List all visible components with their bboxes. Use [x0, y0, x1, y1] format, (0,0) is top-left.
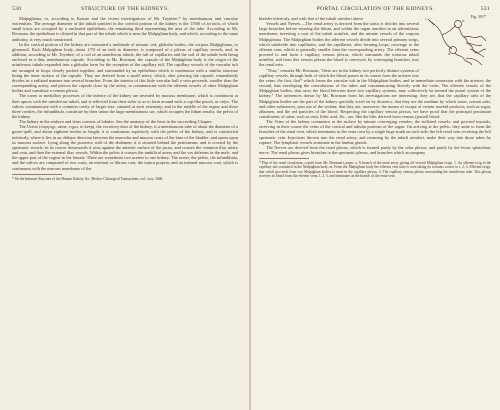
paragraph: "Thus," remarks Mr. Bowman, "there are in the kidney two perfectly distinct systems of capillary vessels, through both of which the blood passes in its course from the arteries into the veins: the first, that* which forms the vascular tuft in the Malpighian bodies, and in immediate connexion with the arteries; the second, that enveloping the convolutions of the tubes and communicating directly with the veins. The efferent vessels of the Malpighian bodies, that carry the blood between these two capillary systems, may collectively be termed the portal system of the kidney." The inferences drawn by Mr. Bowman from his investigations are interesting: they are, that the capillary tufts of the Malpighian bodies are the part of the kidney specially acted on by diuretics; that they are the medium by which water, certain salts, and other substances, pass out of the system; that they are, moreover, the means of escape of certain morbid products, such as sugar, albumen, and the red particles of the blood. Respecting the capillary venous plexus, we have proof that the principal proximate constituents of urine, such as urea, lithic acid, &c., are, like the bile, derived from venous (portal) blood. — [259, 67, 491, 119]
footnote-rule — [12, 174, 62, 175]
running-head: PORTAL CIRCULATION OF THE KIDNEYS. — [316, 6, 435, 12]
paragraph: The Ureter (ουρητηρ, urine, τηρω, to keep), the excretory duct of the kidney, is a membranous tube of about the diameter of a goose-quill, and about eighteen inches in length; it is continuous superiorly with the pelvis of the kidney, and is constricted inferiorly, where it lies in an oblique direction between the muscular and mucous coats of the base of the bladder, and opens upon its mucous surface. Lying along the posterior wall of the abdomen, it is situated behind the peritoneum, and is crossed by the spermatic vessels; in its course downwards it rests against the anterior surface of the psoas, and crosses the common iliac artery and vein, and then the external iliac vessels. Within the pelvis it crosses the umbilical artery and the vas deferens in the male, and the upper part of the vagina in the female. There are sometimes two ureters to one kidney. The ureter, the pelvis, the infundibula, and the calices are composed of two coats, an external or fibrous coat, the tunica propria; and an internal mucous coat, which is continuous with the mucous membrane of the — [12, 124, 238, 171]
figure-mark: a — [425, 17, 427, 21]
paragraph: In the cortical portion of the kidney are contained a multitude of minute, red, globular bodies, the corpora Malpighiana, or glomeruli. Each Malpighian body, about 1/70 of an inch in diameter, is composed of a plexus of capillary vessels, and, in addition, according to Mr. Toynbee, of a coil of an uriniferous tubule, the tuft of capillaries and the coil of the tubule both being enclosed in a thin, membranous capsule. According to Mr. Bowman, the capsule of the Malpighian body is the origin of the uriniferous tubule expanded into a globular form for the reception of the capillary tuft. The capillary vessels of the vascular tuft are arranged in loops closely packed together, and surrounded by an epithelium which is continuous with a similar structure lining the inner surface of the capsule. They are derived from a small artery, which, after piercing the capsule, immediately divides in a radiated manner into several branches. From the interior of this little vascular ball a vein proceeds, smaller than the corresponding artery, and pierces the capsule close by the artery, to communicate with the efferent vessels of other Malpighian bodies and constitute a venous plexus. — [12, 41, 238, 94]
footnote: * Plan of the renal circulation; copied from Mr. Bowman's paper. a. A branch of the renal artery giving off several Malpighian twigs. 1. An afferent twig to the capillary tuft contained in the Malpighian body, m. From the Malpighian body the efferent vein tube is seen taking its tortuous course to t. 2, 3. Efferent twigs, that which proceeds from two Malpighian bodies to meet in the capillary plexus. 4. The capillary venous plexus surrounding the uriniferous tube. This plexus receives its blood from the efferent veins 1, 2, 3, and terminates in the branch of the renal vein. — [259, 161, 491, 178]
footnote: * On the Intimate Structure of the Human Kidney, &c. Medico-Chirurgical Transactions, vol. xxix, 1846. — [12, 176, 164, 181]
paragraph: Malpighiana, or, according to Krause and the recent investigations of Mr. Toynbee,* by membranous and vascular extremities. The average diameter of the tubuli uriniferi in the cortical portion of the kidney is the 1/500 of an inch, of which small tracts are occupied by a nucleated epithelium, the remaining third representing the area of the tube. According to Mr. Bowman, the epithelium is ciliated in that part of the tubule which is near the Malpighian body, and which, according to the same authority, is very much constricted. — [12, 16, 238, 42]
running-head: STRUCTURE OF THE KIDNEYS. — [80, 6, 170, 12]
paragraph: Vessels and Nerves.—The renal artery is derived from the aorta; it divides into several large branches before entering the hilum, and within the organ ramifies in an adventitious membrane, investing a coat of the tubuli uriniferi, and the minute vessels of the corpora Malpighiana. The Malpighian bodies the afferent vessels divide into several primary twigs, which subdivide into capillaries, and the capillaries, after forming loops, converge to the efferent vein, which is generally smaller than the corresponding artery. The efferent veins proceed to and form a capillary venous plexus, which surrounds the tortuous tubuli uriniferi, and from this venous plexus the blood is conveyed, by converging branches, into the renal vein. — [259, 21, 419, 68]
paragraph: The Nerves are derived from the renal plexus, which is formed partly by the solar plexus, and partly by the lesser splanchnic nerve. The renal plexus gives branches to the spermatic plexus, and branches which accompany — [259, 144, 491, 156]
paragraph: The Veins of the kidney commence at the surface by minute converging venules, the stellated vessels, and proceed inwards, receiving in their course the veins of the cortical and tubular portions of the organ. On arriving at the pelvis, they unite to form the branches of the renal vein, which terminates in the vena cava by a single large trunk on each side; the left renal vein receiving the left spermatic vein. Injections thrown into the renal artery, and returning by the tubuli uriniferi, make their way into those tubes by rupture. The lymphatic vessels terminate in the lumbar glands. — [259, 119, 491, 145]
figure-mark: t — [486, 36, 487, 40]
left-body-text — [12, 16, 238, 181]
paragraph: The kidney in the embryo and fetus consists of lobules. See the anatomy of the fetus in the succeeding Chapter. — [19, 119, 213, 125]
page-number: 530 — [12, 6, 22, 12]
paragraph: bladder inferiorly, and with that of the tubuli uriniferi above. — [259, 16, 365, 21]
footnote-rule — [259, 158, 309, 159]
right-page — [251, 0, 500, 410]
paragraph: The cones or medullary processes of the interior of the kidney are invested by mucous membrane, which is continuous at their apices with the uriniferous tubuli, and is reflected from their sides so as to form around each a cup-like pouch, or calyx. The calices communicate with a common cavity of larger size, situated at each extremity, and in the middle of the organ; and these three cavities, the infundibula, constitute by their union the large membranous sac, which occupies the hilum renalis, the pelvis of the kidney. — [12, 93, 238, 119]
figure-mark: m — [462, 19, 465, 23]
figure-mark: m — [448, 52, 451, 56]
figure-label: Fig. 301* — [470, 14, 486, 19]
right-body-text — [259, 16, 491, 178]
page-number: 531 — [480, 6, 490, 12]
